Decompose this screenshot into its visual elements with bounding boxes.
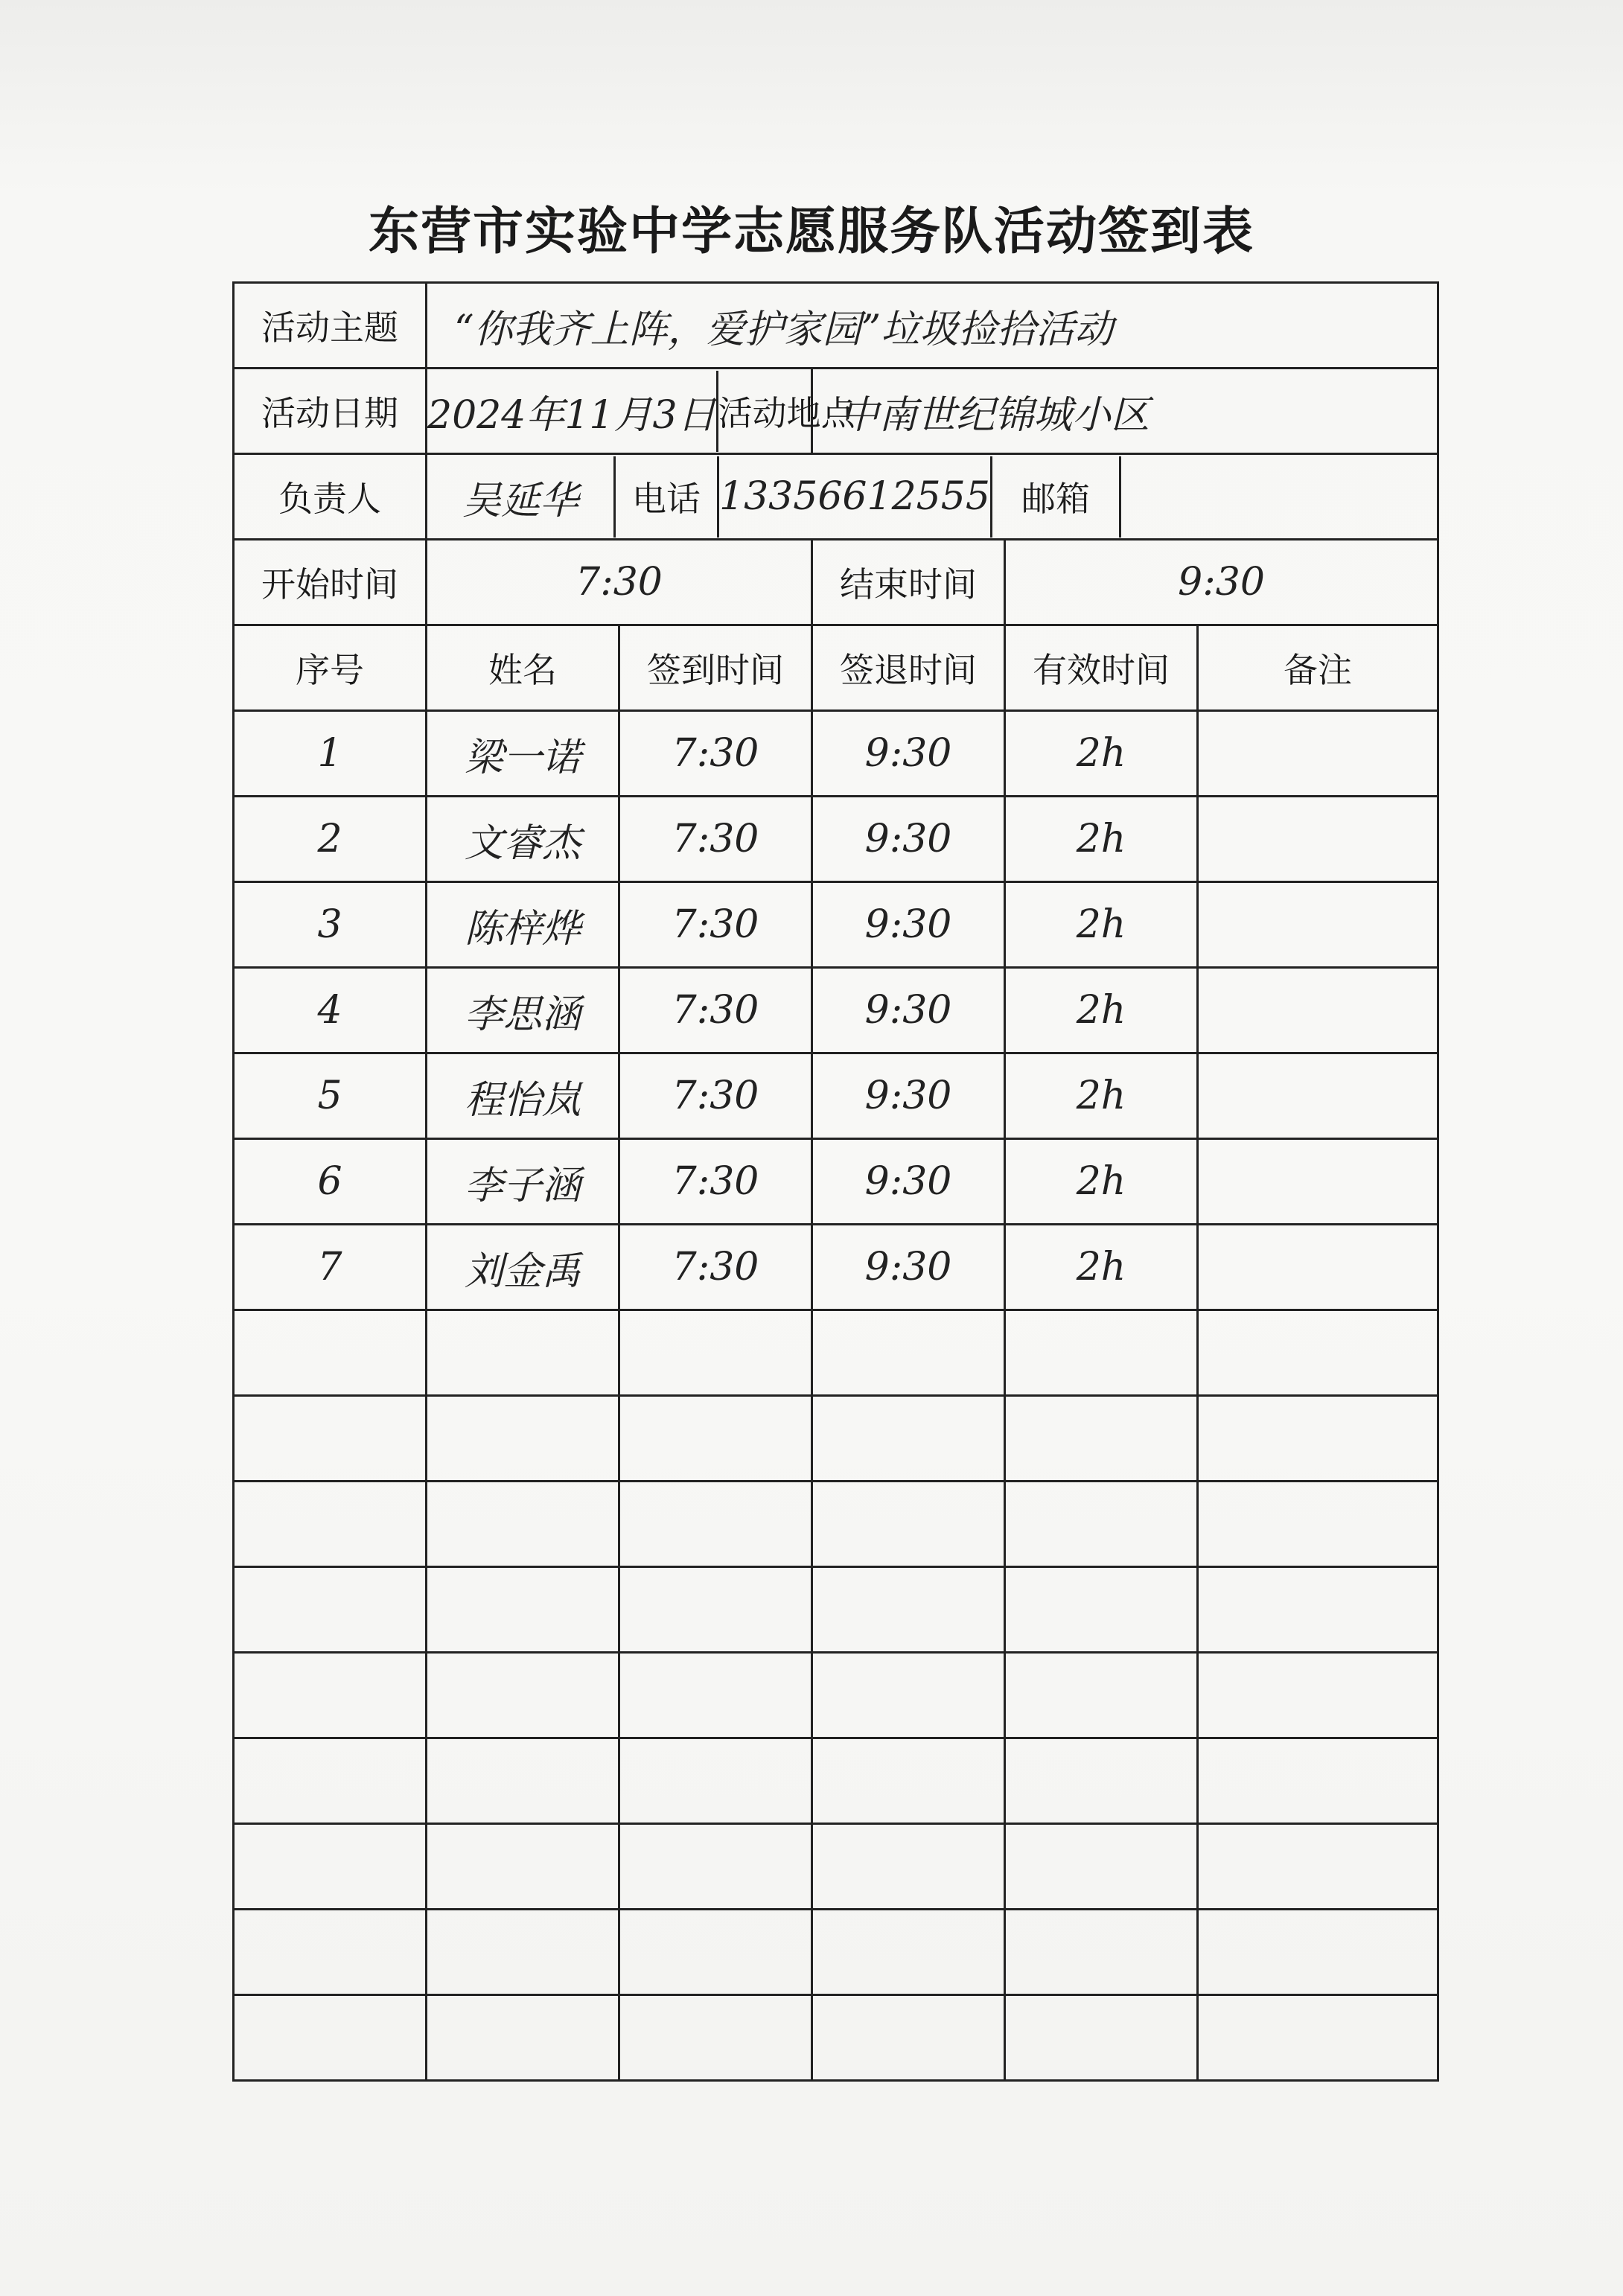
cell-name (427, 1482, 619, 1567)
cell-name (427, 1995, 619, 2081)
cell-effective-time: 2h (1005, 1053, 1198, 1139)
col-header-name: 姓名 (427, 625, 619, 711)
cell-checkin-time (619, 1738, 812, 1824)
cell-effective-time: 2h (1005, 968, 1198, 1053)
sign-in-table (232, 281, 1439, 2082)
email-value (1121, 456, 1437, 538)
cell-checkin-time: 7:30 (619, 882, 812, 968)
table-row (234, 1139, 1438, 1225)
table-row (234, 1653, 1438, 1738)
cell-checkin-time: 7:30 (619, 1139, 812, 1225)
phone-label: 电话 (616, 456, 719, 538)
end-time-label: 结束时间 (812, 540, 1005, 625)
cell-name (427, 1653, 619, 1738)
cell-effective-time (1005, 1824, 1198, 1910)
cell-remarks (1198, 1995, 1438, 2081)
cell-effective-time (1005, 1482, 1198, 1567)
date-value: 2024年11月3日 (427, 371, 718, 452)
table-row (234, 1396, 1438, 1482)
start-time-value: 7:30 (427, 540, 812, 625)
cell-name: 刘金禹 (427, 1225, 619, 1310)
cell-index (234, 1824, 427, 1910)
cell-remarks (1198, 1053, 1438, 1139)
cell-remarks (1198, 1396, 1438, 1482)
cell-name: 文睿杰 (427, 797, 619, 882)
cell-index (234, 1995, 427, 2081)
cell-remarks (1198, 1910, 1438, 1995)
cell-checkin-time (619, 1310, 812, 1396)
cell-effective-time (1005, 1995, 1198, 2081)
cell-checkout-time: 9:30 (812, 968, 1005, 1053)
cell-checkout-time: 9:30 (812, 711, 1005, 797)
table-row (234, 1310, 1438, 1396)
cell-remarks (1198, 1225, 1438, 1310)
table-row (234, 797, 1438, 882)
column-header-row (234, 625, 1438, 711)
cell-name (427, 1567, 619, 1653)
cell-remarks (1198, 1567, 1438, 1653)
email-label: 邮箱 (992, 456, 1121, 538)
cell-effective-time (1005, 1653, 1198, 1738)
cell-checkin-time: 7:30 (619, 1053, 812, 1139)
table-row (234, 882, 1438, 968)
cell-name: 李子涵 (427, 1139, 619, 1225)
leader-value: 吴延华 (427, 456, 616, 538)
table-row (234, 1824, 1438, 1910)
theme-label: 活动主题 (234, 283, 427, 369)
date-label: 活动日期 (234, 369, 427, 454)
cell-remarks (1198, 1482, 1438, 1567)
cell-index (234, 1396, 427, 1482)
col-header-effective: 有效时间 (1005, 625, 1198, 711)
leader-label: 负责人 (234, 454, 427, 540)
cell-checkin-time (619, 1482, 812, 1567)
cell-remarks (1198, 1310, 1438, 1396)
cell-name (427, 1910, 619, 1995)
cell-remarks (1198, 711, 1438, 797)
cell-checkin-time: 7:30 (619, 1225, 812, 1310)
table-row (234, 1738, 1438, 1824)
col-header-checkout: 签退时间 (812, 625, 1005, 711)
cell-checkout-time: 9:30 (812, 882, 1005, 968)
cell-effective-time: 2h (1005, 1225, 1198, 1310)
date-location-row (234, 369, 1438, 454)
cell-effective-time (1005, 1738, 1198, 1824)
cell-remarks (1198, 968, 1438, 1053)
cell-index: 5 (234, 1053, 427, 1139)
cell-remarks (1198, 1139, 1438, 1225)
end-time-value: 9:30 (1005, 540, 1438, 625)
location-label: 活动地点 (718, 393, 855, 433)
cell-checkout-time: 9:30 (812, 797, 1005, 882)
cell-index: 4 (234, 968, 427, 1053)
cell-checkout-time (812, 1910, 1005, 1995)
cell-remarks (1198, 882, 1438, 968)
cell-remarks (1198, 1738, 1438, 1824)
table-row (234, 1225, 1438, 1310)
cell-checkin-time (619, 1567, 812, 1653)
cell-checkout-time: 9:30 (812, 1053, 1005, 1139)
cell-effective-time (1005, 1567, 1198, 1653)
cell-effective-time (1005, 1910, 1198, 1995)
cell-index (234, 1310, 427, 1396)
cell-index (234, 1910, 427, 1995)
cell-name: 程怡岚 (427, 1053, 619, 1139)
cell-name (427, 1738, 619, 1824)
table-row (234, 968, 1438, 1053)
cell-index: 3 (234, 882, 427, 968)
cell-checkout-time (812, 1824, 1005, 1910)
cell-checkin-time (619, 1995, 812, 2081)
cell-checkin-time (619, 1824, 812, 1910)
cell-index (234, 1738, 427, 1824)
table-row (234, 1910, 1438, 1995)
cell-effective-time: 2h (1005, 711, 1198, 797)
cell-checkout-time: 9:30 (812, 1225, 1005, 1310)
cell-checkout-time (812, 1567, 1005, 1653)
cell-name: 梁一诺 (427, 711, 619, 797)
start-time-label: 开始时间 (234, 540, 427, 625)
cell-index (234, 1653, 427, 1738)
cell-remarks (1198, 1824, 1438, 1910)
cell-checkin-time: 7:30 (619, 797, 812, 882)
cell-remarks (1198, 797, 1438, 882)
cell-index (234, 1482, 427, 1567)
cell-checkout-time (812, 1653, 1005, 1738)
col-header-checkin: 签到时间 (619, 625, 812, 711)
cell-name: 李思涵 (427, 968, 619, 1053)
cell-checkout-time (812, 1310, 1005, 1396)
phone-value: 13356612555 (719, 456, 992, 538)
cell-index: 7 (234, 1225, 427, 1310)
theme-value: “你我齐上阵，爱护家园”垃圾捡拾活动 (427, 283, 1438, 369)
cell-name: 陈梓烨 (427, 882, 619, 968)
table-row (234, 1995, 1438, 2081)
cell-name (427, 1824, 619, 1910)
cell-checkout-time (812, 1482, 1005, 1567)
cell-checkout-time: 9:30 (812, 1139, 1005, 1225)
theme-row (234, 283, 1438, 369)
cell-effective-time: 2h (1005, 797, 1198, 882)
cell-effective-time: 2h (1005, 1139, 1198, 1225)
cell-checkout-time (812, 1396, 1005, 1482)
cell-checkout-time (812, 1995, 1005, 2081)
col-header-index: 序号 (234, 625, 427, 711)
cell-index: 6 (234, 1139, 427, 1225)
cell-name (427, 1396, 619, 1482)
table-row (234, 1482, 1438, 1567)
time-row (234, 540, 1438, 625)
cell-remarks (1198, 1653, 1438, 1738)
table-row (234, 1567, 1438, 1653)
page-title: 东营市实验中学志愿服务队活动签到表 (368, 203, 1254, 261)
col-header-remarks: 备注 (1198, 625, 1438, 711)
cell-checkin-time: 7:30 (619, 968, 812, 1053)
cell-effective-time: 2h (1005, 882, 1198, 968)
cell-checkin-time (619, 1653, 812, 1738)
cell-index (234, 1567, 427, 1653)
cell-effective-time (1005, 1396, 1198, 1482)
cell-checkin-time: 7:30 (619, 711, 812, 797)
cell-index: 2 (234, 797, 427, 882)
table-row (234, 711, 1438, 797)
cell-checkout-time (812, 1738, 1005, 1824)
table-row (234, 1053, 1438, 1139)
location-value: 中南世纪锦城小区 (812, 369, 1438, 454)
cell-effective-time (1005, 1310, 1198, 1396)
leader-row (234, 454, 1438, 540)
cell-index: 1 (234, 711, 427, 797)
cell-checkin-time (619, 1910, 812, 1995)
cell-checkin-time (619, 1396, 812, 1482)
cell-name (427, 1310, 619, 1396)
